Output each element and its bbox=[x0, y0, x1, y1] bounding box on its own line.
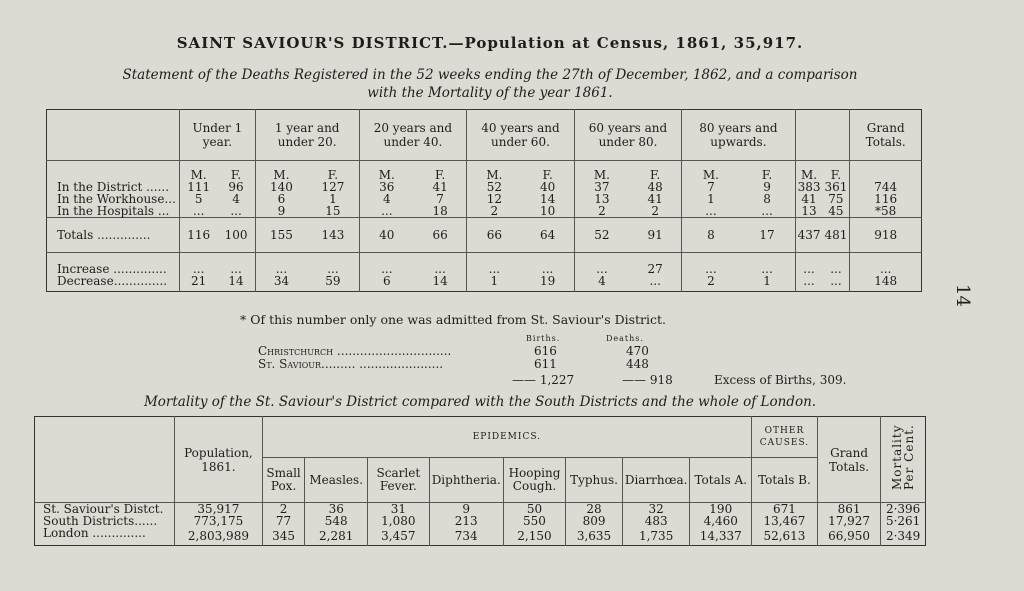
sex-f: F. bbox=[822, 161, 849, 182]
row-label: In the Hospitals ... bbox=[47, 205, 180, 218]
subtitle-line-2: with the Mortality of the year 1861. bbox=[367, 85, 613, 101]
other-causes-header: OTHER CAUSES. bbox=[752, 417, 818, 458]
table-cell: 50 bbox=[503, 503, 565, 516]
table-cell: 5 bbox=[194, 192, 203, 206]
table-cell: 36 bbox=[379, 180, 395, 194]
mortality-comparison-table bbox=[34, 416, 926, 546]
table-cell: 4,460 bbox=[690, 515, 752, 527]
age-group-header bbox=[795, 110, 850, 161]
sex-m: M. bbox=[190, 168, 207, 182]
table-cell: 17,927 bbox=[817, 515, 880, 527]
table-cell: 3,457 bbox=[368, 527, 430, 546]
table-cell: 75 bbox=[822, 193, 849, 205]
table-cell: 8 bbox=[740, 193, 795, 205]
table-cell: 2 bbox=[490, 204, 499, 218]
table-cell: 8 bbox=[682, 218, 740, 253]
table-cell: 437 bbox=[795, 218, 822, 253]
col-header: Small Pox. bbox=[262, 458, 305, 503]
table-cell: 383 bbox=[797, 180, 821, 194]
sex-m: M. bbox=[800, 168, 818, 182]
table-cell: 45 bbox=[822, 205, 849, 218]
age-group-header: Under 1 year. bbox=[180, 110, 256, 161]
row-label: Increase .............. bbox=[47, 253, 180, 276]
row-label: In the Workhouse... bbox=[47, 193, 180, 205]
table-cell: 116 bbox=[180, 218, 218, 253]
table-cell: 96 bbox=[217, 181, 255, 193]
table-cell: 9 bbox=[429, 503, 503, 516]
table-cell: 483 bbox=[622, 515, 690, 527]
row-workhouse bbox=[47, 193, 922, 205]
table-cell: ... bbox=[381, 262, 393, 276]
subtitle-line-1: Statement of the Deaths Registered in the 52 weeks ending the 27th of December, 1862, and a comparison bbox=[122, 67, 858, 83]
table-cell: 734 bbox=[429, 527, 503, 546]
table-cell: 27 bbox=[629, 253, 682, 276]
table-cell: St. Saviour's Distct. bbox=[35, 503, 175, 516]
christchurch-births: 616 bbox=[534, 344, 557, 358]
table-cell: ... bbox=[217, 253, 255, 276]
table-cell: 7 bbox=[414, 193, 467, 205]
table-cell: ... bbox=[705, 204, 717, 218]
table-cell: ... bbox=[803, 274, 815, 288]
table-row bbox=[35, 515, 926, 527]
sex-m: M. bbox=[273, 168, 290, 182]
sex-f: F. bbox=[307, 161, 359, 182]
table-cell: ... bbox=[705, 262, 717, 276]
table-cell: 861 bbox=[817, 503, 880, 516]
table-cell: 361 bbox=[822, 181, 849, 193]
table-cell: 2 bbox=[629, 205, 682, 218]
col-header: Diarrhœa. bbox=[622, 458, 690, 503]
table-cell: 9 bbox=[277, 204, 286, 218]
table-cell: 190 bbox=[690, 503, 752, 516]
sex-f: F. bbox=[414, 161, 467, 182]
st-saviour-label: St. Saviour......... ...................... bbox=[258, 357, 444, 371]
table-cell: ... bbox=[803, 262, 815, 276]
age-group-header: 60 years and under 80. bbox=[574, 110, 682, 161]
deaths-by-age-table bbox=[46, 109, 922, 292]
sex-m: M. bbox=[593, 168, 610, 182]
table-cell: 7 bbox=[707, 180, 715, 194]
table-cell: ... bbox=[414, 253, 467, 276]
table-cell: 773,175 bbox=[175, 515, 263, 527]
table-cell: ... bbox=[629, 275, 682, 292]
table-cell: ... bbox=[596, 262, 608, 276]
table-cell: 213 bbox=[429, 515, 503, 527]
table-cell: ... bbox=[740, 253, 795, 276]
table-row bbox=[35, 527, 926, 546]
table-cell: 1 bbox=[740, 275, 795, 292]
table-cell: 52 bbox=[574, 218, 629, 253]
table-cell: 40 bbox=[359, 218, 414, 253]
table-cell: 2 bbox=[598, 204, 606, 218]
table-cell: 111 bbox=[187, 180, 211, 194]
col-header: Typhus. bbox=[566, 458, 623, 503]
mortality-title: Mortality of the St. Saviour's District compared with the South Districts and the whole of London. bbox=[143, 394, 817, 410]
row-label: In the District ...... bbox=[47, 181, 180, 193]
table-cell: 21 bbox=[191, 274, 207, 288]
table-cell: ... bbox=[217, 205, 255, 218]
table-cell: 3,635 bbox=[566, 527, 623, 546]
table-cell: 4 bbox=[217, 193, 255, 205]
table-cell: 1,080 bbox=[368, 515, 430, 527]
table-cell: 1 bbox=[307, 193, 359, 205]
table-cell: 52,613 bbox=[752, 527, 818, 546]
subtitle bbox=[40, 66, 940, 102]
table-cell: 2,803,989 bbox=[175, 527, 263, 546]
age-group-header: 20 years and under 40. bbox=[359, 110, 467, 161]
table-cell: 6 bbox=[383, 274, 391, 288]
table-cell: 2·349 bbox=[885, 529, 921, 543]
st-saviour-deaths: 448 bbox=[626, 357, 649, 371]
table-cell: 9 bbox=[740, 181, 795, 193]
table-cell: 5·261 bbox=[885, 514, 921, 528]
table-cell: 66,950 bbox=[817, 527, 880, 546]
sex-m: M. bbox=[702, 168, 719, 182]
table-cell: 31 bbox=[368, 503, 430, 516]
table-cell: 52 bbox=[486, 180, 502, 194]
table-cell: ... bbox=[822, 253, 849, 276]
table-cell: 1 bbox=[490, 274, 499, 288]
table-cell: 28 bbox=[566, 503, 623, 516]
population-header: Population, 1861. bbox=[175, 417, 263, 503]
table-cell: 15 bbox=[307, 205, 359, 218]
table-cell: 140 bbox=[270, 180, 293, 194]
sex-f: F. bbox=[522, 161, 575, 182]
christchurch-label: Christchurch .............................. bbox=[258, 344, 452, 358]
table-cell: 41 bbox=[801, 192, 817, 206]
group-header-row bbox=[35, 417, 926, 458]
table-cell: 41 bbox=[414, 181, 467, 193]
col-header: Diphtheria. bbox=[429, 458, 503, 503]
table-cell: 116 bbox=[874, 192, 898, 206]
table-cell: ... bbox=[192, 204, 205, 218]
table-cell: 13 bbox=[801, 204, 817, 218]
table-cell: 2,281 bbox=[305, 527, 368, 546]
table-cell: 744 bbox=[874, 180, 898, 194]
table-cell: ... bbox=[192, 262, 205, 276]
age-group-header: Grand Totals. bbox=[850, 110, 922, 161]
table-cell: 2 bbox=[707, 274, 715, 288]
row-decrease bbox=[47, 275, 922, 292]
table-cell: 41 bbox=[629, 193, 682, 205]
table-cell: 59 bbox=[307, 275, 359, 292]
table-cell: 1 bbox=[707, 192, 715, 206]
table-cell: 100 bbox=[217, 218, 255, 253]
table-cell: 809 bbox=[566, 515, 623, 527]
sex-header-row bbox=[47, 161, 922, 182]
table-cell: ... bbox=[822, 275, 849, 292]
table-cell: 10 bbox=[522, 205, 575, 218]
table-cell: 548 bbox=[305, 515, 368, 527]
table-cell: 34 bbox=[273, 274, 290, 288]
blank-header-cell bbox=[47, 110, 180, 161]
table-cell: 2·396 bbox=[885, 502, 921, 516]
table-cell: 14 bbox=[522, 193, 575, 205]
table-cell: 13 bbox=[594, 192, 610, 206]
row-label: Totals .............. bbox=[47, 218, 180, 253]
col-header: Scarlet Fever. bbox=[368, 458, 430, 503]
table-cell: ... bbox=[275, 262, 288, 276]
age-group-header: 40 years and under 60. bbox=[467, 110, 575, 161]
row-totals bbox=[47, 218, 922, 253]
page-title: SAINT SAVIOUR'S DISTRICT.—Population at Census, 1861, 35,917. bbox=[176, 34, 804, 52]
table-cell: London .............. bbox=[35, 527, 175, 546]
table-cell: ... bbox=[740, 205, 795, 218]
col-header: Hooping Cough. bbox=[503, 458, 565, 503]
table-cell: ... bbox=[488, 262, 501, 276]
table-cell: 481 bbox=[822, 218, 849, 253]
table-cell: 918 bbox=[850, 218, 922, 253]
col-header: Measles. bbox=[305, 458, 368, 503]
table-cell: 4 bbox=[598, 274, 606, 288]
total-births: —— 1,227 bbox=[512, 373, 575, 387]
table-cell: 550 bbox=[503, 515, 565, 527]
row-district bbox=[47, 181, 922, 193]
table-cell: 14 bbox=[414, 275, 467, 292]
table-cell: 1,735 bbox=[622, 527, 690, 546]
table-cell: 127 bbox=[307, 181, 359, 193]
page-number: 14 bbox=[951, 284, 973, 307]
table-cell: 19 bbox=[522, 275, 575, 292]
sex-f: F. bbox=[217, 161, 255, 182]
table-cell: 17 bbox=[740, 218, 795, 253]
col-header: Totals B. bbox=[752, 458, 818, 503]
grand-totals-header: Grand Totals. bbox=[817, 417, 880, 503]
sex-m: M. bbox=[378, 168, 395, 182]
sex-f: F. bbox=[629, 161, 682, 182]
table-cell: 14 bbox=[217, 275, 255, 292]
table-cell: 48 bbox=[629, 181, 682, 193]
table-cell: 148 bbox=[874, 274, 898, 288]
table-cell: 18 bbox=[414, 205, 467, 218]
st-saviour-births: 611 bbox=[534, 357, 557, 371]
table-cell: 40 bbox=[522, 181, 575, 193]
table-cell: ... bbox=[381, 204, 393, 218]
table-cell: 77 bbox=[262, 515, 305, 527]
table-cell: 13,467 bbox=[752, 515, 818, 527]
table-cell: 66 bbox=[467, 218, 522, 253]
table-cell: 37 bbox=[594, 180, 610, 194]
table-cell: 4 bbox=[383, 192, 391, 206]
age-group-header: 80 years and upwards. bbox=[682, 110, 795, 161]
table-cell: ... bbox=[879, 262, 892, 276]
table-cell: 2 bbox=[262, 503, 305, 516]
table-cell: ... bbox=[307, 253, 359, 276]
age-group-header: 1 year and under 20. bbox=[255, 110, 359, 161]
table-cell: 14,337 bbox=[690, 527, 752, 546]
births-header: Births. bbox=[526, 334, 561, 343]
deaths-header: Deaths. bbox=[606, 334, 644, 343]
table-cell: 155 bbox=[255, 218, 307, 253]
table-cell: ... bbox=[522, 253, 575, 276]
total-deaths: —— 918 bbox=[622, 373, 673, 387]
table-cell: 36 bbox=[305, 503, 368, 516]
row-increase bbox=[47, 253, 922, 276]
table-cell: *58 bbox=[875, 204, 897, 218]
table-cell: 2,150 bbox=[503, 527, 565, 546]
table-cell: 143 bbox=[307, 218, 359, 253]
sex-m: M. bbox=[486, 168, 503, 182]
epidemics-header: EPIDEMICS. bbox=[262, 417, 751, 458]
mortality-header: Mortality Per Cent. bbox=[881, 417, 926, 503]
table-cell: 12 bbox=[486, 192, 502, 206]
age-group-header-row bbox=[47, 110, 922, 161]
table-cell: South Districts...... bbox=[35, 515, 175, 527]
blank-header-cell bbox=[35, 417, 175, 503]
row-label: Decrease.............. bbox=[47, 275, 180, 292]
table-cell: 91 bbox=[629, 218, 682, 253]
col-header: Totals A. bbox=[690, 458, 752, 503]
row-hospitals bbox=[47, 205, 922, 218]
table-cell: 6 bbox=[277, 192, 286, 206]
christchurch-deaths: 470 bbox=[626, 344, 649, 358]
table-cell: 66 bbox=[414, 218, 467, 253]
table-cell: 64 bbox=[522, 218, 575, 253]
sex-f: F. bbox=[740, 161, 795, 182]
table-cell: 671 bbox=[752, 503, 818, 516]
table-cell: 345 bbox=[262, 527, 305, 546]
table-cell: 32 bbox=[622, 503, 690, 516]
table-cell: 35,917 bbox=[175, 503, 263, 516]
footnote: * Of this number only one was admitted from St. Saviour's District. bbox=[240, 312, 667, 327]
excess-births: Excess of Births, 309. bbox=[714, 373, 847, 387]
